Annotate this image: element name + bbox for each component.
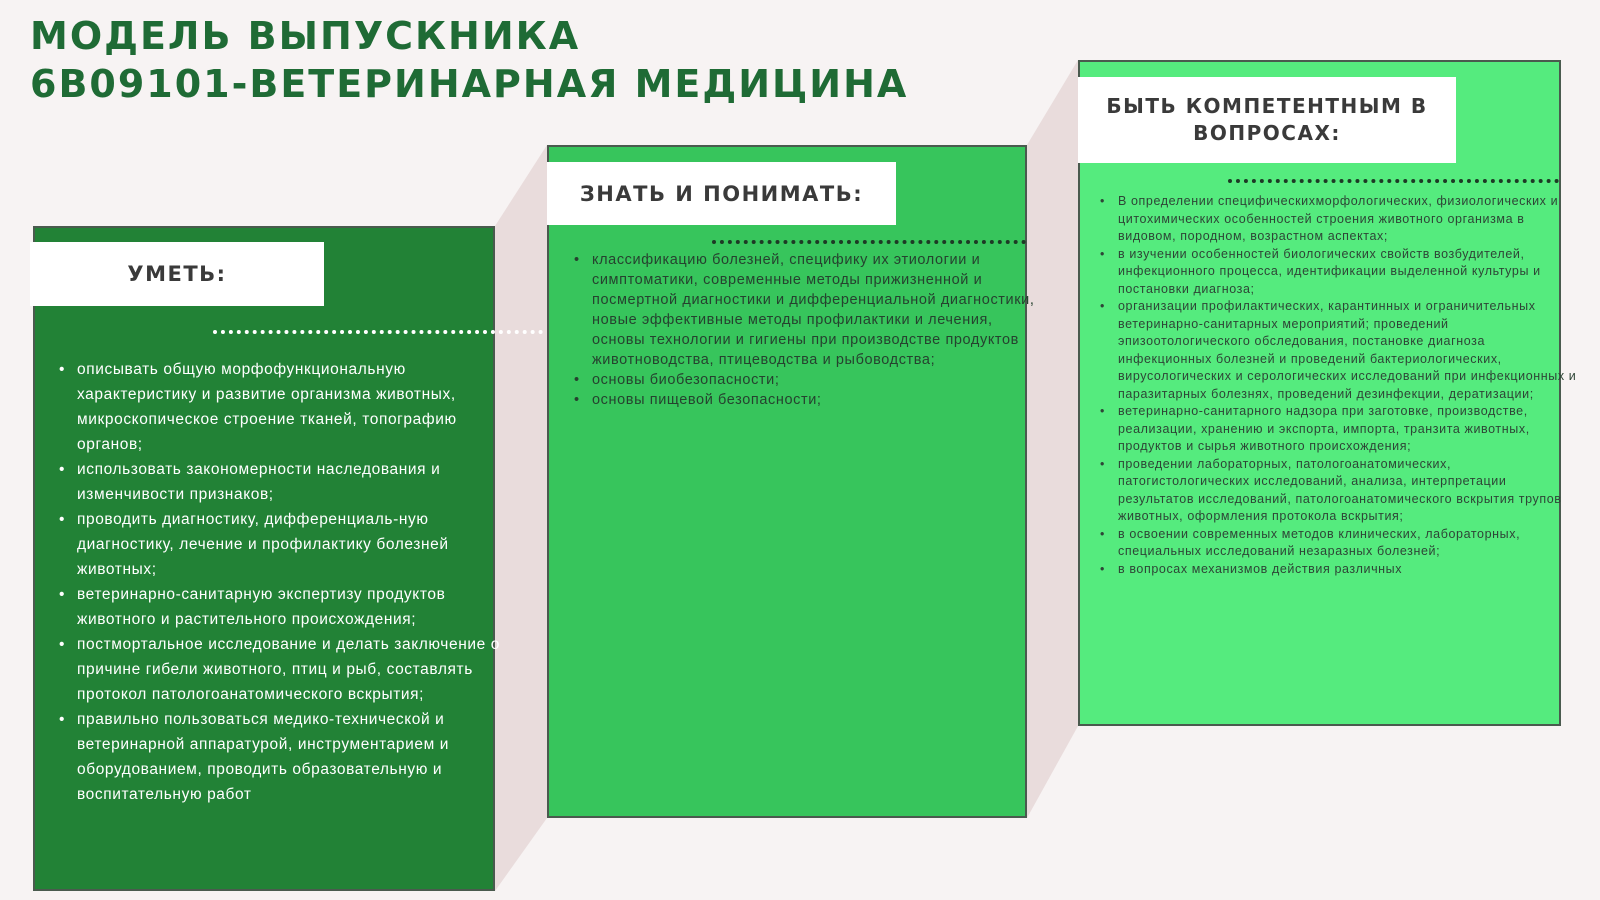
panel-znat	[547, 145, 1027, 818]
section-label-znat: ЗНАТЬ И ПОНИМАТЬ:	[547, 162, 896, 225]
list-item: • проведении лабораторных, патологоанатомических, патогистологических исследований, анализа, интерпретации результатов исследований, патологоанатомического вскрытия трупов животных, оформления протокола вскрытия;	[1118, 456, 1578, 526]
list-item: • описывать общую морфофункциональную характеристику и развитие организма животных, микроскопическое строение тканей, топографию органов;	[77, 357, 507, 457]
list-item: • правильно пользоваться медико-технической и ветеринарной аппаратурой, инструментарием и оборудованием, проводить образовательную и воспитательную работ	[77, 707, 507, 807]
list-item: • использовать закономерности наследования и изменчивости признаков;	[77, 457, 507, 507]
list-item: • в изучении особенностей биологических свойств возбудителей, инфекционного процесса, идентификации выделенной культуры и постановки диагноза;	[1118, 246, 1578, 299]
page-title-line1: МОДЕЛЬ ВЫПУСКНИКА	[30, 14, 581, 58]
connector-right	[1027, 60, 1078, 818]
list-item: • в освоении современных методов клинических, лабораторных, специальных исследований незаразных болезней;	[1118, 526, 1578, 561]
list-item: • проводить диагностику, дифференциаль-ную диагностику, лечение и профилактику болезней животных;	[77, 507, 507, 582]
list-item: • в вопросах механизмов действия различных	[1118, 561, 1578, 579]
list-item: • организации профилактических, карантинных и ограничительных ветеринарно-санитарных мероприятий; проведений эпизоотологического обследования, постановке диагноза инфекционных болезней и проведений бактериологических, вирусологических и серологических исследований при инфекционных и паразитарных болезнях, проведений дезинфекции, дератизации;	[1118, 298, 1578, 403]
list-item: • ветеринарно-санитарного надзора при заготовке, производстве, реализации, хранению и экспорта, импорта, транзита животных, продуктов и сырья животного происхождения;	[1118, 403, 1578, 456]
list-item: • В определении специфическихморфологических, физиологических и цитохимических особенностей строения животного организма в видовом, породном, возрастном аспектах;	[1118, 193, 1578, 246]
list-item: • основы биобезопасности;	[592, 370, 1040, 390]
dotted-divider	[712, 240, 1026, 244]
umet-list	[59, 357, 507, 807]
page-title-line2: 6В09101-ВЕТЕРИНАРНАЯ МЕДИЦИНА	[30, 62, 909, 106]
znat-list	[574, 250, 1040, 410]
dotted-divider	[213, 330, 543, 334]
kompetent-list	[1100, 193, 1578, 578]
list-item: • классификацию болезней, специфику их этиологии и симптоматики, современные методы прижизненной и посмертной диагностики и дифференциальной диагностики, новые эффективные методы профилактики и лечения, основы технологии и гигиены при производстве продуктов животноводства, птицеводства и рыбоводства;	[592, 250, 1040, 370]
dotted-divider	[1228, 179, 1559, 183]
section-label-kompetent: БЫТЬ КОМПЕТЕНТНЫМ В ВОПРОСАХ:	[1078, 77, 1456, 163]
list-item: • основы пищевой безопасности;	[592, 390, 1040, 410]
section-label-umet: УМЕТЬ:	[30, 242, 324, 306]
list-item: • постмортальное исследование и делать заключение о причине гибели животного, птиц и рыб, составлять протокол патологоанатомического вскрытия;	[77, 632, 507, 707]
list-item: • ветеринарно-санитарную экспертизу продуктов животного и растительного происхождения;	[77, 582, 507, 632]
